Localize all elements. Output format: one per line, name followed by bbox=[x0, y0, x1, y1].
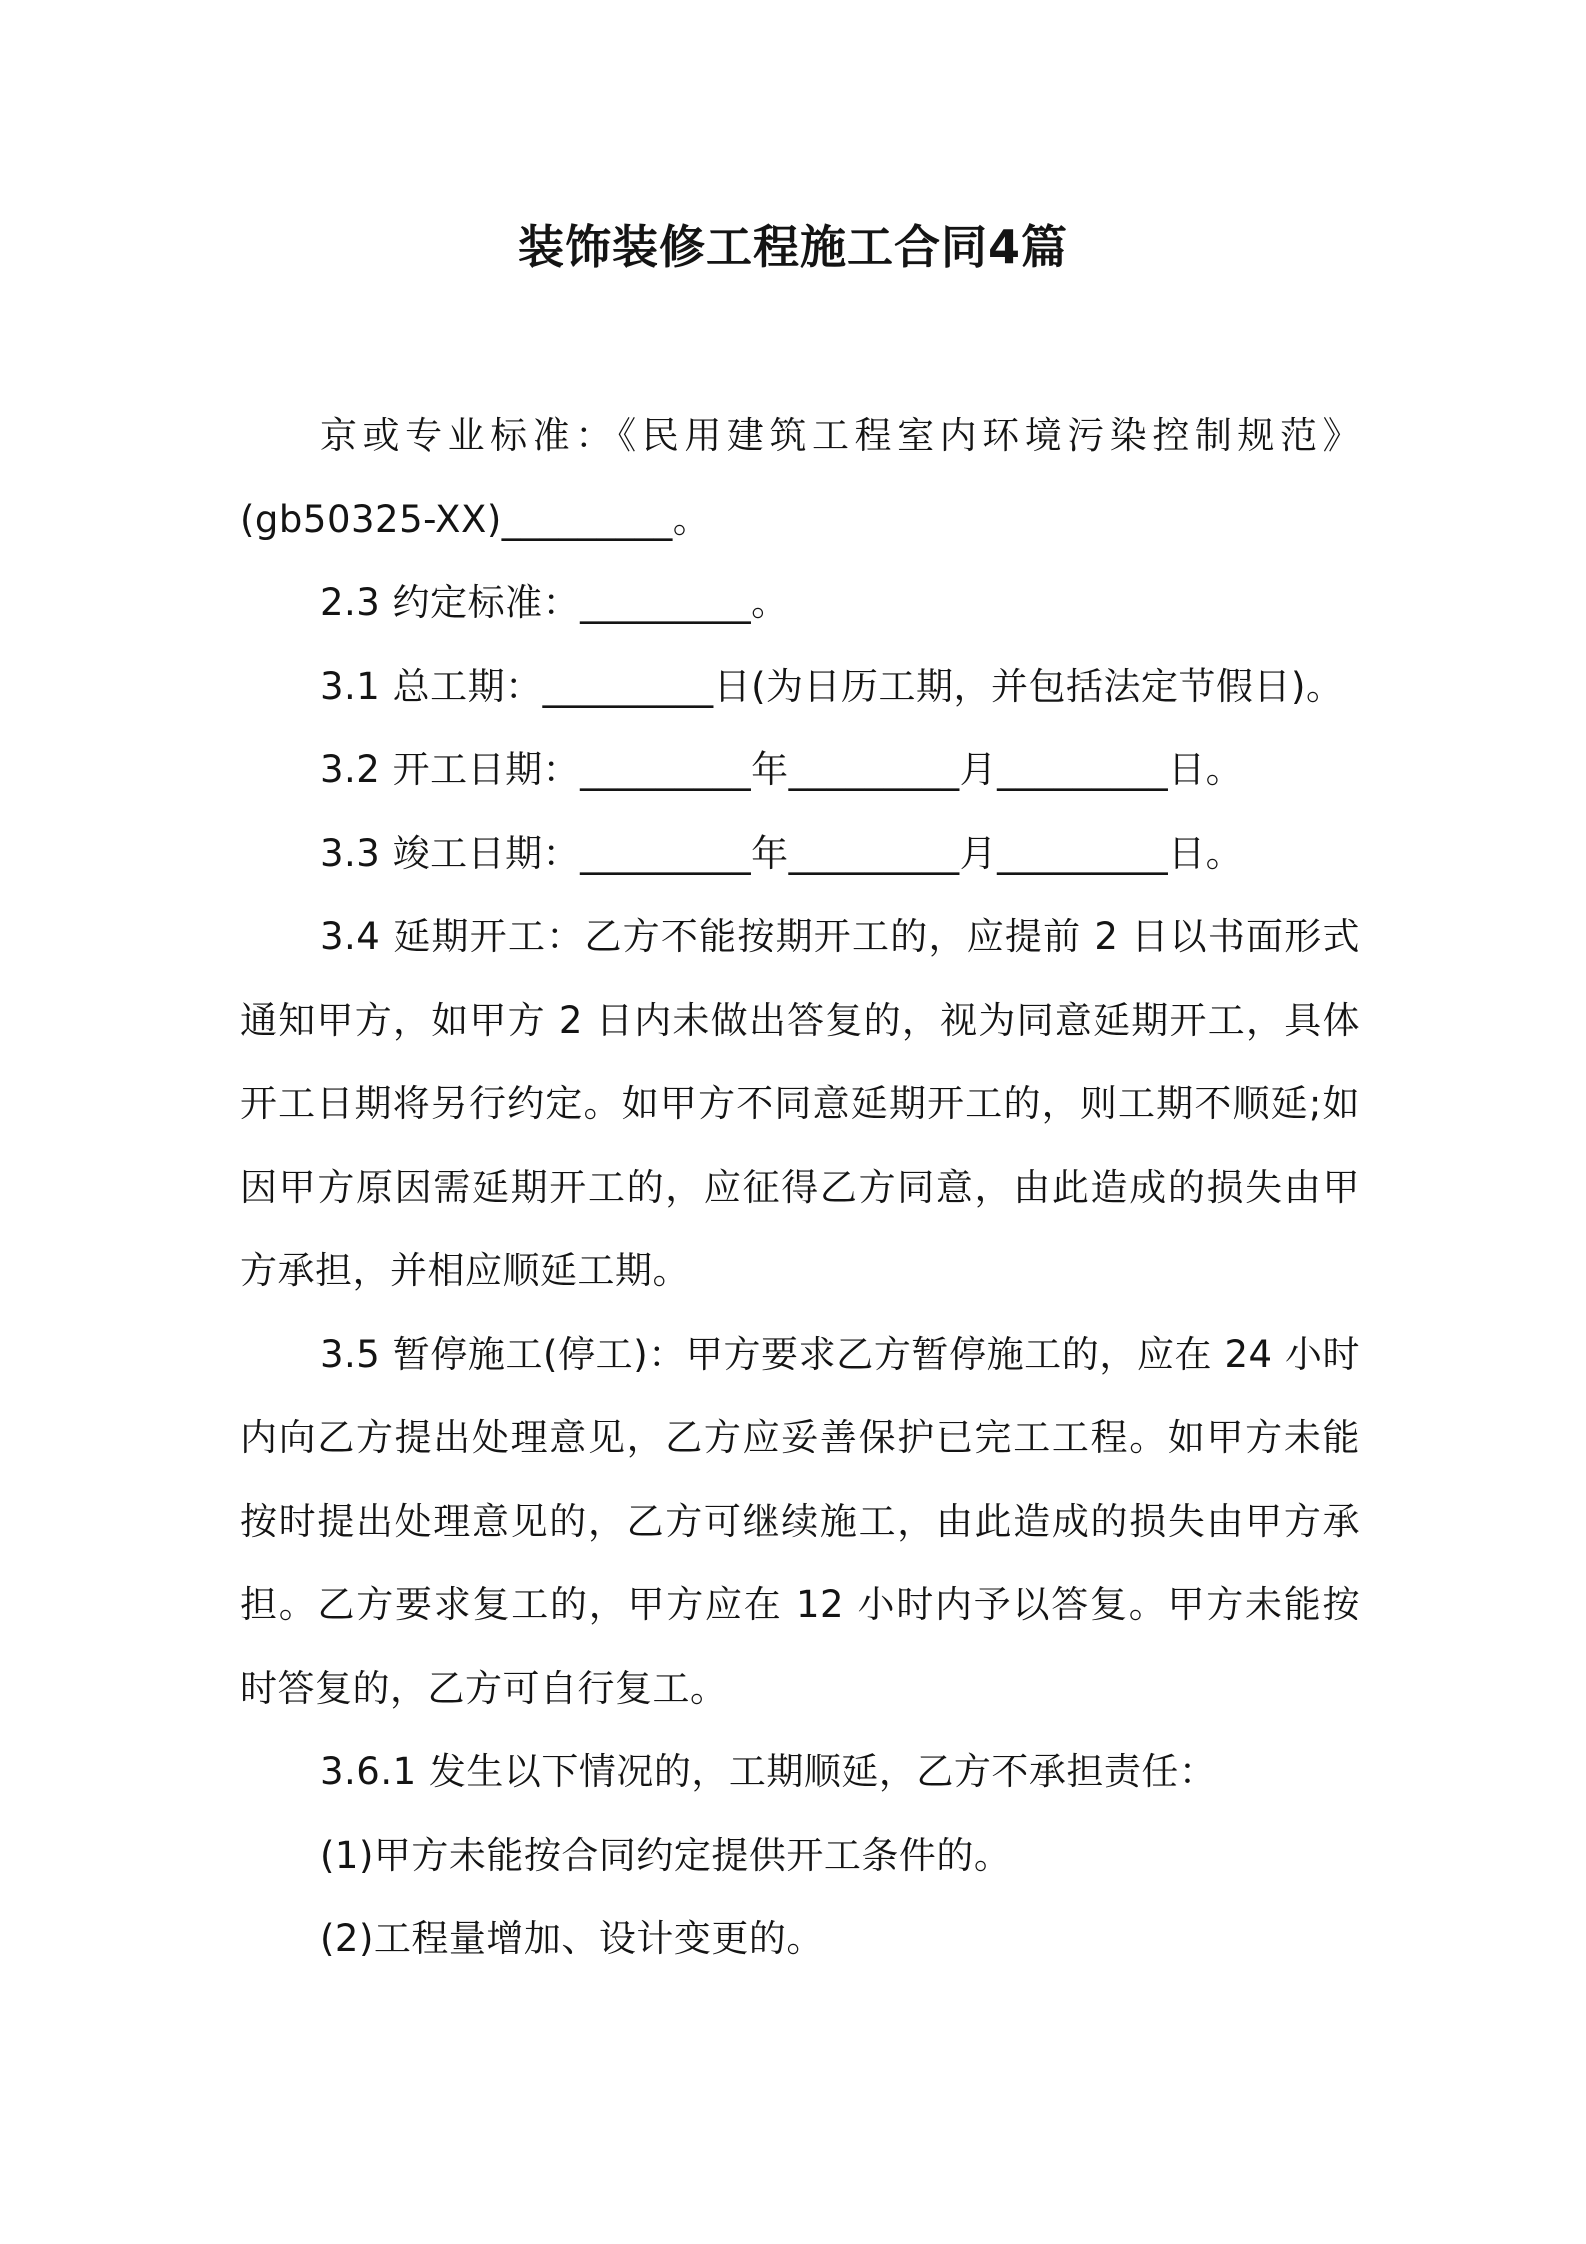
paragraph-3-2: 3.2 开工日期：_________年_________月_________日。 bbox=[320, 748, 1244, 791]
list-item-2: (2)工程量增加、设计变更的。 bbox=[320, 1917, 824, 1960]
document-body bbox=[240, 394, 1360, 1981]
paragraph-standard: 京或专业标准：《民用建筑工程室内环境污染控制规范》(gb50325-XX)_________。 bbox=[240, 414, 1360, 541]
paragraph-2-3: 2.3 约定标准：_________。 bbox=[320, 581, 789, 624]
paragraph-3-3: 3.3 竣工日期：_________年_________月_________日。 bbox=[320, 831, 1244, 875]
paragraph-3-4: 3.4 延期开工：乙方不能按期开工的，应提前 2 日以书面形式通知甲方，如甲方 2 日内未做出答复的，视为同意延期开工，具体开工日期将另行约定。如甲方不同意延期开工的，则工期不顺延;如因甲方原因需延期开工的，应征得乙方同意，由此造成的损失由甲方承担，并相应顺延工期。 bbox=[240, 915, 1360, 1292]
document-title: 装饰装修工程施工合同4篇 bbox=[517, 220, 1068, 274]
list-item-1: (1)甲方未能按合同约定提供开工条件的。 bbox=[320, 1833, 1012, 1877]
paragraph-3-1: 3.1 总工期：_________日(为日历工期，并包括法定节假日)。 bbox=[320, 664, 1344, 708]
paragraph-3-6-1: 3.6.1 发生以下情况的，工期顺延，乙方不承担责任： bbox=[320, 1750, 1217, 1793]
paragraph-3-5: 3.5 暂停施工(停工)：甲方要求乙方暂停施工的，应在 24 小时内向乙方提出处理意见，乙方应妥善保护已完工工程。如甲方未能按时提出处理意见的，乙方可继续施工，由此造成的损失由甲方承担。乙方要求复工的，甲方应在 12 小时内予以答复。甲方未能按时答复的，乙方可自行复工。 bbox=[240, 1332, 1360, 1710]
